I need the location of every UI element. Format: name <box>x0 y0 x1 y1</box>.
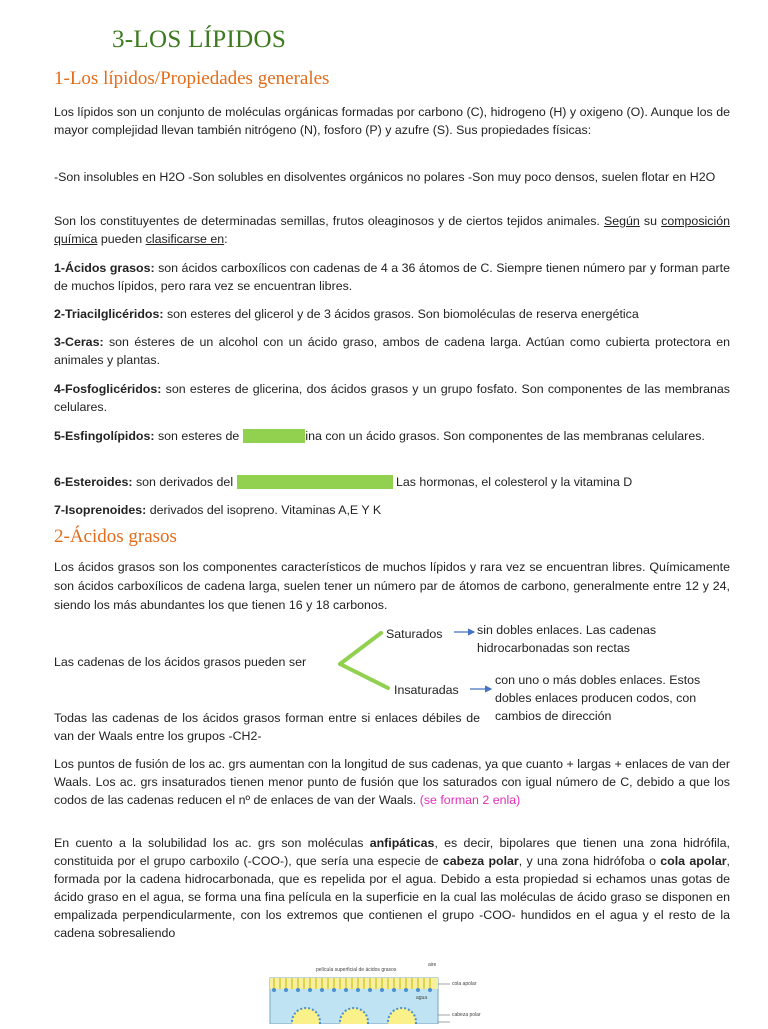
micelles <box>292 1008 416 1024</box>
constituents-text-c: pueden <box>97 232 146 246</box>
item-label: 7-Isoprenoides: <box>54 503 147 517</box>
item-text: derivados del isopreno. Vitaminas A,E Y K <box>146 503 382 517</box>
saturados-description: sin dobles enlaces. Las cadenas hidrocarbonadas son rectas <box>477 623 657 655</box>
underlined-segun: Según <box>603 214 640 228</box>
figure-label-cola: cola apolar <box>452 981 477 987</box>
fusion-paragraph <box>54 755 730 809</box>
item-text-a: son derivados del <box>132 475 237 489</box>
item-text: son ésteres de un alcohol con un ácido graso, ambos de cadena larga. Actúan como cubierta protectora en animales y plantas. <box>54 335 730 367</box>
bold-cabeza-polar: cabeza polar <box>442 854 519 868</box>
item-label: 1-Ácidos grasos: <box>54 261 155 275</box>
bold-anfipaticas: anfipáticas <box>369 836 435 850</box>
figure-label-aire: aire <box>428 962 437 968</box>
item-text: son esteres del glicerol y de 3 ácidos grasos. Son biomoléculas de reserva energética <box>163 307 639 321</box>
underlined-clasificarse: clasificarse en <box>145 232 225 246</box>
item-text-b: ina con un ácido grasos. Son componentes de las membranas celulares. <box>305 429 705 443</box>
fatty-acid-film-figure <box>262 962 512 1024</box>
underlined-composicion: composición química <box>54 214 730 246</box>
item-label: 3-Ceras: <box>54 335 104 349</box>
insaturadas-label: Insaturadas <box>394 683 459 697</box>
item-label: 5-Esfingolípidos: <box>54 429 155 443</box>
section-1-number: 1- <box>54 68 70 89</box>
item-label: 4-Fosfoglicéridos: <box>54 382 162 396</box>
page-title: 3-LOS LÍPIDOS <box>112 26 287 53</box>
figure-label-agua: agua <box>416 995 428 1001</box>
bold-cola-apolar: cola apolar <box>660 854 727 868</box>
solubility-text-c: , es decir, bipolares que tienen una zona hidrófila, constituida por el grupo carboxilo (-COO-), que sería una especie de <box>54 836 730 868</box>
section-2-title: Ácidos grasos <box>69 526 177 547</box>
constituents-text-a: Son los constituyentes de determinadas semillas, frutos oleaginosos y de ciertos tejidos animales. <box>54 214 604 228</box>
solubility-text-a: En cuento a la solubilidad los ac. grs son moléculas <box>54 836 370 850</box>
item-text: son ácidos carboxílicos con cadenas de 4 a 36 átomos de C. Siempre tienen número par y forman parte de muchos lípidos, pero rara vez se encuentran libres. <box>54 261 731 293</box>
green-brace <box>340 633 388 688</box>
fusion-text: Los puntos de fusión de los ac. grs aumentan con la longitud de sus cadenas, ya que cuanto + largas + enlaces de van der Waals. Los ac. grs insaturados tienen menor punto de fusión que los saturados con igual número de C, debido a que los codos de las cadenas reducen el nº de enlaces de van der Waals. <box>54 757 730 807</box>
section-1-title: Los lípidos/Propiedades generales <box>69 68 330 89</box>
properties-paragraph: -Son insolubles en H2O -Son solubles en disolventes orgánicos no polares -Son muy poco densos, suelen flotar en H2O <box>54 170 716 184</box>
figure-label-pelicula: película superficial de ácidos grasos <box>316 967 397 973</box>
item-label: 6-Esteroides: <box>54 475 133 489</box>
figure-label-cabeza: cabeza polar <box>452 1012 481 1018</box>
item-text: son esteres de glicerina, dos ácidos grasos y un grupo fosfato. Son componentes de las membranas celulares. <box>54 382 730 414</box>
item-text-b: Las hormonas, el colesterol y la vitamina D <box>392 475 633 489</box>
section-2-number: 2- <box>54 526 70 547</box>
fatty-acids-paragraph: Los ácidos grasos son los componentes característicos de muchos lípidos y rara vez se encuentran libres. Químicamente son ácidos carboxílicos de cadena larga, suelen tener un número par de átomos de carbono, generalmente entre 12 y 24, siendo los más abundantes los que tienen 16 y 18 carbonos. <box>54 560 730 612</box>
fusion-note: (se forman 2 enla) <box>419 793 521 807</box>
van-der-waals-paragraph: Todas las cadenas de los ácidos grasos forman entre si enlaces débiles de van der Waals entre los grupos -CH2- <box>54 711 480 743</box>
constituents-text-b: su <box>639 214 662 228</box>
solubility-paragraph <box>54 834 730 942</box>
item-text-a: son esteres de <box>154 429 243 443</box>
item-label: 2-Triacilglicéridos: <box>54 307 164 321</box>
highlighted-text: ciclopentanoperhidrofenantreno. <box>236 475 393 489</box>
solubility-text-e: , formada por la cadena hidrocarbonada, que es repelida por el agua. Debido a esta propiedad si echamos unas gotas de ácido graso en el agua, se forma una fina película en la superficie en la cual las moléculas de ácido graso se disponen en empalizada perpendicularmente, con los extremos que contienen el grupo -COO- hundidos en el agua y el resto de la cadena sobresaliendo <box>54 854 730 940</box>
chains-label: Las cadenas de los ácidos grasos pueden ser <box>54 655 307 669</box>
constituents-text-d: : <box>224 232 228 246</box>
insaturadas-description: con uno o más dobles enlaces. Estos dobles enlaces producen codos, con cambios de dirección <box>495 673 701 723</box>
saturados-label: Saturados <box>386 627 443 641</box>
intro-paragraph: Los lípidos son un conjunto de moléculas orgánicas formadas por carbono (C), hidrogeno (H) y oxigeno (O). Aunque los de mayor complejidad llevan también nitrógeno (N), fosforo (P) y azufre (S). Sus propiedades físicas: <box>54 105 730 137</box>
highlighted-text: esfingosina <box>242 429 306 443</box>
solubility-text-d: , y una zona hidrófoba o <box>518 854 661 868</box>
